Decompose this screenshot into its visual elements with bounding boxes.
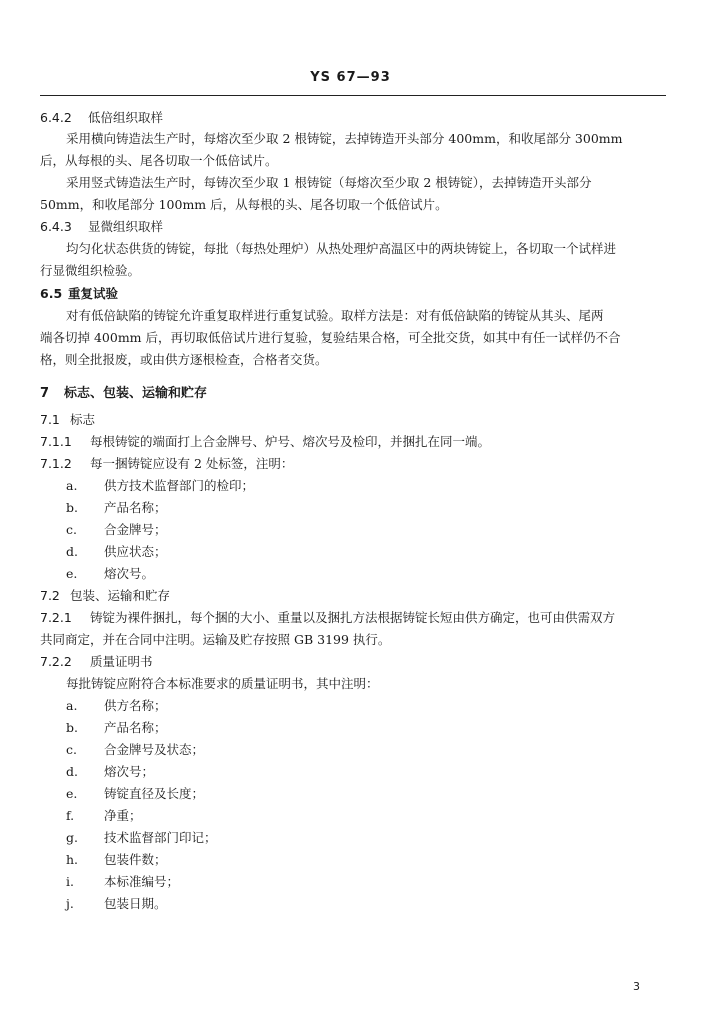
section-text: 每一捆铸锭应设有 2 处标签，注明： — [90, 456, 294, 471]
header-rule — [40, 95, 666, 96]
section-text: 铸锭为裸件捆扎，每个捆的大小、重量以及捆扎方法根据铸锭长短由供方确定，也可由供需双方 — [90, 610, 616, 625]
section-title: 质量证明书 — [90, 654, 153, 669]
chapter-7-heading — [40, 386, 207, 402]
section-number: 6.5 — [40, 286, 63, 301]
section-number: 7.2 — [40, 588, 60, 603]
list-item: c. 合金牌号及状态； — [66, 742, 205, 757]
list-item: a. 供方名称； — [66, 698, 167, 713]
paragraph-line: 后，从每根的头、尾各切取一个低倍试片。 — [40, 153, 278, 168]
section-text: 每根铸锭的端面打上合金牌号、炉号、熔次号及检印，并捆扎在同一端。 — [90, 434, 491, 449]
section-title: 低倍组织取样 — [88, 110, 164, 125]
paragraph-line: 共同商定，并在合同中注明。运输及贮存按照 GB 3199 执行。 — [40, 632, 391, 647]
list-item: j. 包装日期。 — [66, 896, 167, 911]
list-item: b. 产品名称； — [66, 500, 167, 515]
section-title: 重复试验 — [68, 286, 119, 301]
section-7-2-2-heading — [40, 654, 153, 670]
paragraph-line: 端各切掉 400mm 后，再切取低倍试片进行复验，复验结果合格，可全批交货，如其中有任一试样仍不合 — [40, 330, 621, 345]
section-7-2-heading — [40, 588, 170, 604]
section-number: 6.4.2 — [40, 110, 72, 125]
section-number: 6.4.3 — [40, 219, 72, 234]
list-item: g. 技术监督部门印记； — [66, 830, 217, 845]
list-item: d. 熔次号； — [66, 764, 155, 779]
list-item: e. 熔次号。 — [66, 566, 155, 581]
paragraph-line: 格，则全批报废，或由供方逐根检查，合格者交货。 — [40, 352, 328, 367]
paragraph-line: 行显微组织检验。 — [40, 263, 141, 278]
section-6-5-heading — [40, 286, 118, 302]
page-number: 3 — [633, 980, 640, 993]
section-title: 包装、运输和贮存 — [70, 588, 171, 603]
paragraph-line: 采用竖式铸造法生产时，每铸次至少取 1 根铸锭（每熔次至少取 2 根铸锭），去掉铸造开头部分 — [66, 175, 592, 190]
list-item: i. 本标准编号； — [66, 874, 180, 889]
list-item: b. 产品名称； — [66, 720, 167, 735]
section-number: 7.2.1 — [40, 610, 72, 625]
section-number: 7.1 — [40, 412, 60, 427]
list-item: f. 净重； — [66, 808, 142, 823]
paragraph-line: 每批铸锭应附符合本标准要求的质量证明书，其中注明： — [66, 676, 379, 691]
section-7-1-1 — [40, 434, 490, 450]
section-title: 标志 — [70, 412, 96, 427]
section-number: 7.1.2 — [40, 456, 72, 471]
section-number: 7.2.2 — [40, 654, 72, 669]
section-7-2-1 — [40, 610, 615, 626]
paragraph-line: 采用横向铸造法生产时，每熔次至少取 2 根铸锭，去掉铸造开头部分 400mm，和收尾部分 300mm — [66, 131, 623, 146]
list-item: a. 供方技术监督部门的检印； — [66, 478, 255, 493]
list-item: h. 包装件数； — [66, 852, 167, 867]
section-7-1-2 — [40, 456, 293, 472]
chapter-title: 标志、包装、运输和贮存 — [64, 386, 208, 401]
section-6-4-2-heading — [40, 110, 163, 126]
list-item: c. 合金牌号； — [66, 522, 167, 537]
list-item: e. 铸锭直径及长度； — [66, 786, 205, 801]
section-title: 显微组织取样 — [88, 219, 164, 234]
section-number: 7.1.1 — [40, 434, 72, 449]
paragraph-line: 50mm，和收尾部分 100mm 后，从每根的头、尾各切取一个低倍试片。 — [40, 197, 448, 212]
list-item: d. 供应状态； — [66, 544, 167, 559]
chapter-number: 7 — [40, 386, 50, 401]
section-6-4-3-heading — [40, 219, 163, 235]
standard-code-header: YS 67—93 — [310, 70, 391, 85]
section-7-1-heading — [40, 412, 95, 428]
paragraph-line: 均匀化状态供货的铸锭，每批（每热处理炉）从热处理炉高温区中的两块铸锭上，各切取一个试样进 — [66, 241, 617, 256]
paragraph-line: 对有低倍缺陷的铸锭允许重复取样进行重复试验。取样方法是：对有低倍缺陷的铸锭从其头、尾两 — [66, 308, 604, 323]
